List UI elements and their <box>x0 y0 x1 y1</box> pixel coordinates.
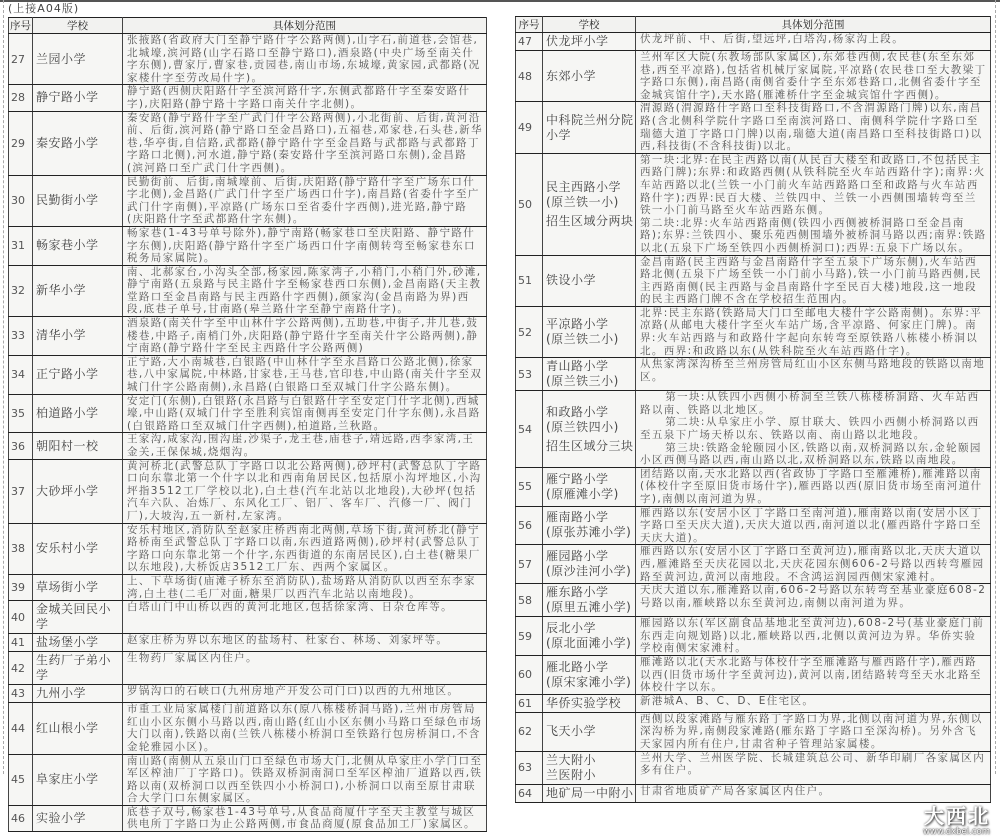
range-text: 静宁路(西侧庆阳路什字至滨河路什字,东侧武都路什字至秦安路什字),庆阳路(静宁路十字路口南关什字北侧)。 <box>127 85 471 110</box>
row-number: 40 <box>9 601 33 634</box>
row-number: 64 <box>516 784 543 802</box>
range-cell <box>636 751 991 784</box>
header-school: 学校 <box>543 17 636 33</box>
school-cell <box>33 394 123 433</box>
range-cell <box>123 433 487 459</box>
range-text: 北界:民主东路(铁路局大门口至邮电大楼什字公路南侧)。东界:平凉路(从邮电大楼什字至火车站广场,含平凉路、何家庄门牌)。南界:火车站西路与和政路什字起向东转弯至原铁路八栋楼小桥洞以北。西界:和政路以东(从铁科院至火车站西路什字)。 <box>640 306 983 357</box>
row-number: 60 <box>516 655 543 694</box>
range-cell <box>123 805 487 831</box>
table-row <box>516 617 991 656</box>
range-text: 罗锅沟口的石峡口(九州房地产开发公司门口)以西的九州地区。 <box>127 685 460 698</box>
range-cell <box>123 703 487 754</box>
school-cell <box>543 751 636 784</box>
row-number: 48 <box>516 51 543 102</box>
table-row <box>9 601 487 634</box>
header-range: 具体划分范围 <box>123 18 487 34</box>
school-cell <box>33 355 123 394</box>
school-cell <box>33 317 123 356</box>
range-text: 新港城A、B、C、D、E住宅区。 <box>640 694 815 707</box>
row-number: 29 <box>9 111 33 175</box>
school-name: 生药厂子弟小学 <box>36 653 112 683</box>
school-cell <box>33 85 123 111</box>
row-number: 41 <box>9 634 33 652</box>
row-number: 56 <box>516 506 543 545</box>
table-row <box>9 355 487 394</box>
range-cell <box>636 712 991 751</box>
row-number: 42 <box>9 652 33 685</box>
school-cell <box>33 226 123 265</box>
range-cell <box>636 33 991 51</box>
school-name: 大砂坪小学 <box>36 483 99 498</box>
row-number: 31 <box>9 226 33 265</box>
range-cell <box>123 355 487 394</box>
school-cell <box>543 153 636 255</box>
school-name: 铁设小学 <box>546 273 597 288</box>
range-text: 酒泉路(南关什字至中山林什字公路两侧),五助巷,中街子,井儿巷,鼓楼巷,中路子,南梢门外,庆阳路(静宁路什字至南关什字公路两侧),静宁南路(静宁路什字至民主西路什字公路两侧) <box>127 317 479 355</box>
school-name: 飞天小学 <box>546 724 597 739</box>
right-cut-line <box>995 0 996 774</box>
school-name: 草场街小学 <box>36 580 99 595</box>
left-column <box>8 17 486 832</box>
school-note: (原宋家滩小学) <box>546 674 632 689</box>
range-text: 南山路(南侧从五泉山门口至绿色市场大门,北侧从阜家庄小学门口至军区榨油厂丁字路口)。铁路双桥洞南洞口至军区榨油厂道路以西,铁路以南(双桥洞口以西至铁四小小桥洞口),小桥洞口以南至原甘肃联合大学门口东侧家属区。 <box>127 754 483 805</box>
range-text: 伏龙坪前、中、后街,望远坪,白塔沟,杨家沟上段。 <box>640 33 905 45</box>
range-cell <box>123 523 487 574</box>
row-number: 59 <box>516 617 543 656</box>
row-number: 35 <box>9 394 33 433</box>
table-row <box>9 523 487 574</box>
school-name: 雁宁路小学 <box>546 471 609 486</box>
range-text: 雁西路以东(安居小区丁字路口至黄河边),雁南路以北,天庆大道以西,雁滩路至天庆花园以北,天庆花园东侧606-2号路以西转弯雁园路至黄河边,黄河以南地段。不含鸿运润园西侧宋家滩村。 <box>640 545 985 583</box>
school-name: 新华小学 <box>36 283 87 298</box>
school-cell <box>33 459 123 523</box>
header-num: 序号 <box>10 19 31 32</box>
range-text: 第一块:从铁四小西侧小桥洞至兰铁八栋楼桥洞路、火车站西路以南、铁路以北地区。 <box>640 391 980 416</box>
range-text: 第二块:从阜家庄小学、原甘联大、铁四小西侧小桥洞路以西至五泉下广场天桥以东、铁路以南、南山路以北地段。 <box>640 416 980 442</box>
left-cut-line <box>3 0 4 774</box>
table-row <box>516 358 991 391</box>
range-cell <box>123 34 487 85</box>
range-cell <box>636 358 991 391</box>
table-row <box>516 751 991 784</box>
school-name: 畅家巷小学 <box>36 238 99 253</box>
school-cell <box>543 694 636 712</box>
school-note: (原兰铁四小) <box>546 419 619 434</box>
school-cell <box>543 467 636 506</box>
table-row <box>9 459 487 523</box>
school-name: 雁北路小学 <box>546 659 609 674</box>
school-name: 实验小学 <box>36 810 87 825</box>
school-name: 平凉路小学 <box>546 317 609 332</box>
table-row <box>9 175 487 226</box>
range-text: 西侧以段家滩路与雁东路丁字路口为界,北侧以南河道为界,东侧以深沟桥为界,南侧段家滩路(雁东路丁字路口至深沟桥)。另外含飞天家园内所有住户,甘肃省种子管理站家属楼。 <box>640 712 983 750</box>
range-text: 渭源路(渭源路什字路口至科技街路口,不含渭源路门牌)以东,南昌路(含北侧科学院什字路口至南滨河路口、南侧科学院什字路口至瑞德大道丁字路口门牌)以南,瑞德大道(南昌路口至科技街路口)以西,科技街(不含科技街)以北。 <box>640 102 983 153</box>
range-text: 底巷子双号,畅家巷1-43号单号,从食品商厦什字至天主教堂与城区供电所丁字路口为止公路两侧,市食品商厦(原食品加工厂)家属区。 <box>127 805 476 831</box>
table-row <box>516 584 991 617</box>
table-row <box>9 574 487 600</box>
school-cell <box>33 433 123 459</box>
range-text: 金昌南路(民主西路与金昌南路什字至五泉下广场东侧),火车站西路北侧(五泉下广场至铁一小门前小马路),铁一小门前马路西侧,民主西路南侧(民主西路与金昌南路什字至民百大楼)地段,这一地段的民主西路门牌不含在学校招生范围内。 <box>640 255 982 306</box>
school-name: 兰大附小 <box>546 752 597 767</box>
table-row <box>516 153 991 255</box>
school-cell <box>33 652 123 685</box>
school-name: 民勤街小学 <box>36 193 99 208</box>
row-number: 33 <box>9 317 33 356</box>
range-text: 秦安路(静宁路什字至广武门什字公路两侧),小北街前、后街,黄河沿前、后街,滨河路(静宁路口至金昌路口),五福巷,邓家巷,石头巷,新华巷,华亭街,自信路,武都路(静宁路什字至金昌路与武都路与武都路丁字路口北侧),河水道,静宁路(秦安路什字至滨河路口东侧),金昌路(滨河路口至广武门什字西侧)。 <box>127 111 483 174</box>
school-cell <box>543 617 636 656</box>
range-cell <box>636 391 991 468</box>
table-row <box>516 391 991 468</box>
range-text: 白塔山门中山桥以西的黄河北地区,包括徐家湾、日杂仓库等。 <box>127 601 454 614</box>
school-cell <box>543 51 636 102</box>
range-cell <box>636 617 991 656</box>
range-cell <box>636 655 991 694</box>
table-row <box>516 784 991 802</box>
school-name: 金城关回民小学 <box>36 602 112 632</box>
range-text: 团结路以南,天水北路以西(省政协丁字路口至雁滩桥),雁滩路以南(体校什字至原旧货市场什字),雁西路以西(原旧货市场至南河道什字),南侧以南河道为界。 <box>640 467 983 505</box>
range-cell <box>636 467 991 506</box>
table-row <box>516 506 991 545</box>
row-number: 38 <box>9 523 33 574</box>
school-cell <box>543 545 636 584</box>
range-cell <box>123 317 487 356</box>
school-name: 和政路小学 <box>546 404 609 419</box>
school-cell <box>543 584 636 617</box>
watermark-logo-text: 大西北 <box>924 803 990 828</box>
header-school: 学校 <box>33 18 123 34</box>
school-name: 中科院兰州分院小学 <box>546 112 634 142</box>
table-row <box>9 703 487 754</box>
school-note: 兰医附小 <box>546 767 597 782</box>
range-text: 王家沟,咸家沟,围沟崖,沙渠子,龙王巷,庙巷子,靖远路,西李家湾,王金关,王保保城,烧烟沟。 <box>127 433 475 458</box>
range-text: 赵家庄桥为界以东地区的盐场村、杜家台、林场、刘家坪等。 <box>127 634 449 647</box>
school-cell <box>33 754 123 805</box>
school-name: 红山根小学 <box>36 720 99 735</box>
school-cell <box>543 784 636 802</box>
school-cell <box>33 703 123 754</box>
right-column <box>515 16 990 837</box>
school-note: (原雁滩小学) <box>546 486 619 501</box>
range-text: 张掖路(省政府大门至静宁路什字公路两侧),山字石,前道巷,会馆巷,北城壕,滨河路(山字石路口至静宁路口),酒泉路(中央广场至南关什字东侧),曹家厅,曹家巷,贡园巷,南山市场,东城壕,黄家园,武都路(况家楼什字至劳改局什字)。 <box>127 34 481 84</box>
range-cell <box>636 51 991 102</box>
range-text: 安乐村地区,消防队至赵家庄桥西南北两侧,草场下街,黄河桥北(静宁路桥南至武警总队丁字路口以南,东西道路两侧),砂坪村(武警总队丁字路口向东靠北第一个什字,东西街道的东南居民区),白土巷(糖果厂以东地段),大桥饭店3512工厂东、西两个家属区。 <box>127 523 481 574</box>
range-cell <box>636 255 991 306</box>
school-name: 雁东路小学 <box>546 585 609 600</box>
range-text: 第二块:北界:火车站西路南侧(铁四小西侧被桥洞路口至金昌南路);东界:兰铁四小、聚乐苑西侧围墙外被桥洞马路以西;南界:铁路以北(五泉下广场至铁四小西侧桥洞口);西界:五泉下广场以东。 <box>640 216 987 254</box>
range-text: 从焦家湾深沟桥至兰州房管局红山小区东侧马路地段的铁路以南地区。 <box>640 358 986 383</box>
school-cell <box>33 111 123 175</box>
header-row <box>9 18 487 34</box>
range-text: 生物药厂家属区内住户。 <box>127 652 258 665</box>
range-cell <box>123 601 487 634</box>
table-row <box>516 655 991 694</box>
range-cell <box>123 175 487 226</box>
row-number: 30 <box>9 175 33 226</box>
school-name: 青山路小学 <box>546 359 609 374</box>
school-name: 秦安路小学 <box>36 135 99 150</box>
table-row <box>9 634 487 652</box>
range-cell <box>636 545 991 584</box>
range-text: 正宁路,大小南城巷,白银路(中山林什字至永昌路口公路北侧),徐家巷,八中家属院,中林路,甘家巷,王马巷,官印巷,中山路(南关什字至双城门什字公路南侧),永昌路(白银路口至双城门什字公路东侧)。 <box>127 355 483 394</box>
district-table-right <box>515 16 991 803</box>
table-row <box>9 226 487 265</box>
table-row <box>516 694 991 712</box>
school-cell <box>543 655 636 694</box>
range-cell <box>123 685 487 703</box>
table-row <box>9 34 487 85</box>
header-range: 具体划分范围 <box>636 17 991 33</box>
school-name: 阜家庄小学 <box>36 772 99 787</box>
school-cell <box>33 685 123 703</box>
row-number: 58 <box>516 584 543 617</box>
school-name: 雁园路小学 <box>546 549 609 564</box>
row-number: 53 <box>516 358 543 391</box>
school-cell <box>543 255 636 306</box>
row-number: 43 <box>9 685 33 703</box>
row-number: 44 <box>9 703 33 754</box>
range-text: 天庆大道以东,雁滩路以南,606-2号路以东转弯至基业豪庭608-2号路以南,雁峡路以东至黄河边,南侧以南河道为界。 <box>640 584 987 609</box>
row-number: 28 <box>9 85 33 111</box>
range-cell <box>123 574 487 600</box>
range-text: 上、下草场街(庙滩子桥东至消防队),盐场路从消防队以西至东李家湾,白土巷(二毛厂对面,糖果厂以西汽车北站以南地段)。 <box>127 574 476 600</box>
table-row <box>9 265 487 316</box>
range-cell <box>123 652 487 685</box>
school-note: (原沙洼河小学) <box>546 564 632 579</box>
row-number: 50 <box>516 153 543 255</box>
table-row <box>516 467 991 506</box>
table-row <box>9 394 487 433</box>
table-row <box>9 317 487 356</box>
school-cell <box>543 391 636 468</box>
school-cell <box>543 102 636 153</box>
table-row <box>9 805 487 831</box>
row-number: 54 <box>516 391 543 468</box>
row-number: 55 <box>516 467 543 506</box>
school-name: 华侨实验学校 <box>546 695 622 710</box>
school-name: 柏道路小学 <box>36 406 99 421</box>
table-row <box>9 754 487 805</box>
row-number: 49 <box>516 102 543 153</box>
range-text: 雁园路以东(军区副食品基地北至黄河边),608-2号(基业豪庭门前东西走向规划路)以北,雁峡路以西,北侧以黄河边为界。华侨实验学校南侧宋家滩村。 <box>640 617 985 655</box>
table-row <box>9 685 487 703</box>
range-text: 南、北郝家台,小沟头全部,杨家园,陈家湾子,小稍门,小稍门外,砂滩,静宁南路(五泉路与民主路什字至畅家巷西口东侧),金昌南路(天主教堂路口至金昌南路与民主西路什字西侧),颜家沟(金昌南路为界)西段,底巷子单号,甘南路(皋兰路什字至静宁南路什字)。 <box>127 265 482 316</box>
school-note: (原北面滩小学) <box>546 636 632 651</box>
table-row <box>516 306 991 357</box>
range-cell <box>636 306 991 357</box>
school-name: 地矿局一中附小 <box>546 785 634 800</box>
range-text: 市重工业局家属楼门前道路以东(原八栋楼桥洞马路),兰州市房管局红山小区东侧小马路以西,南山路(红山小区东侧小马路口至绿色市场大门以南),铁路以南(兰铁八栋楼小桥洞口至铁路行包房桥洞口,不含金轮雅园小区)。 <box>127 703 483 753</box>
row-number: 46 <box>9 805 33 831</box>
school-cell <box>33 175 123 226</box>
range-cell <box>123 459 487 523</box>
school-cell <box>543 712 636 751</box>
row-number: 51 <box>516 255 543 306</box>
table-row <box>516 545 991 584</box>
school-note: 招生区域分三块 <box>546 438 634 453</box>
table-row <box>516 102 991 153</box>
row-number: 34 <box>9 355 33 394</box>
table-row <box>9 433 487 459</box>
row-number: 36 <box>9 433 33 459</box>
row-number: 62 <box>516 712 543 751</box>
row-number: 32 <box>9 265 33 316</box>
school-note: (原兰铁三小) <box>546 374 619 389</box>
school-cell <box>33 601 123 634</box>
school-cell <box>543 306 636 357</box>
district-table-left <box>8 17 487 832</box>
range-text: 畅家巷(1-43号单号除外),静宁南路(畅家巷口至庆阳路、静宁路什字东侧),庆阳路(静宁路什字至广场西口什字南侧转弯至畅家巷东口税务局家属院)。 <box>127 226 476 265</box>
range-cell <box>123 111 487 175</box>
table-row <box>516 255 991 306</box>
range-text: 兰州大学、兰州医学院、长城建筑总公司、新华印刷厂各家属区内多有住户。 <box>640 751 986 777</box>
range-cell <box>636 153 991 255</box>
school-name: 兰园小学 <box>36 51 87 66</box>
range-text: 甘肃省地质矿产局各家属区内住户。 <box>640 784 831 797</box>
range-cell <box>123 265 487 316</box>
row-number: 45 <box>9 754 33 805</box>
watermark-logo <box>890 805 990 837</box>
school-cell <box>33 523 123 574</box>
range-cell <box>123 85 487 111</box>
school-name: 安乐村小学 <box>36 541 99 556</box>
school-name: 东郊小学 <box>546 68 597 83</box>
range-text: 安定门(东侧),白银路(永昌路与白银路什字至安定门什字北侧),西城壕,中山路(双城门什字至胜利宾馆南侧再至安定门什字东侧),永昌路(白银路路口至双城门什字西侧),柏道路,兰秋路。 <box>127 394 481 432</box>
school-name: 九州小学 <box>36 686 87 701</box>
range-cell <box>123 634 487 652</box>
school-name: 伏龙坪小学 <box>546 34 609 48</box>
row-number: 37 <box>9 459 33 523</box>
row-number: 47 <box>516 33 543 51</box>
range-text: 兰州军区大院(东教场部队家属区),东郊巷西侧,农民巷(东至东郊巷,西至平凉路),包括省机械厅家属院,平凉路(农民巷口至大教梁丁字路口东侧),南昌路(南侧省委什字至东郊巷路口,北侧省委什字至金城宾馆什字),天水路(雁滩桥什字至金城宾馆什字西侧)。 <box>640 51 987 101</box>
table-row <box>516 712 991 751</box>
range-cell <box>636 784 991 802</box>
top-rule <box>0 0 1000 2</box>
range-cell <box>636 584 991 617</box>
school-note: (原兰铁二小) <box>546 332 619 347</box>
row-number: 52 <box>516 306 543 357</box>
school-cell <box>33 34 123 85</box>
school-name: 盐场堡小学 <box>36 635 99 650</box>
range-cell <box>636 506 991 545</box>
table-row <box>9 85 487 111</box>
school-cell <box>543 358 636 391</box>
school-name: 辰北小学 <box>546 621 597 636</box>
range-cell <box>636 694 991 712</box>
row-number: 61 <box>516 694 543 712</box>
range-text: 第一块:北界:在民主西路以南(从民百大楼至和政路口,不包括民主西路门牌);东界:和政路西侧(从铁科院至火车站西路什字);南界:火车站西路以北(兰铁一小门前火车站西路路口至和政路与火车站西路什字);西界:民百大楼、兰铁四中、兰铁一小西侧围墙转弯至兰铁一小门前马路至火车站西路东侧。 <box>640 153 986 217</box>
school-note: 招生区域分两块 <box>546 213 634 228</box>
range-text: 民勤街前、后街,南城壕前、后街,庆阳路(静宁路什字至广场东口什字北侧),金昌路(广武门什字至广场西口什字),南昌路(省委什字至广武门什字南侧),平凉路(广场东口至省委什字西侧),进光路,静宁路(庆阳路什字至武都路什字东侧)。 <box>127 175 480 226</box>
range-cell <box>123 226 487 265</box>
school-cell <box>33 574 123 600</box>
school-note: (原兰铁一小) <box>546 194 619 209</box>
table-row <box>516 51 991 102</box>
table-row <box>9 652 487 685</box>
continued-label: (上接A04版) <box>8 2 80 15</box>
school-note: (原张苏滩小学) <box>546 525 632 540</box>
range-text: 雁西路以东(安居小区丁字路口至南河道),雁南路以南(安居小区丁字路口至天庆大道),天庆大道以西,南河道以北(雁西路什字路口至天庆大道)。 <box>640 506 983 544</box>
range-cell <box>123 394 487 433</box>
range-text: 第三块:铁路金轮颐园小区,铁路以南,双桥洞路以东,金轮颐园小区西侧马路以西,南山路以北,双桥洞路以东,铁路以南地段。 <box>640 441 982 467</box>
school-name: 朝阳村一校 <box>36 438 99 453</box>
school-cell <box>543 506 636 545</box>
watermark-url: www.dxbei.com <box>922 826 990 837</box>
header-row <box>516 17 991 33</box>
school-cell <box>543 33 636 51</box>
school-name: 正宁路小学 <box>36 367 99 382</box>
school-cell <box>33 265 123 316</box>
row-number: 63 <box>516 751 543 784</box>
table-row <box>9 111 487 175</box>
row-number: 57 <box>516 545 543 584</box>
school-name: 民主西路小学 <box>546 179 622 194</box>
table-row <box>516 33 991 51</box>
school-note: (原里五滩小学) <box>546 600 632 615</box>
header-num: 序号 <box>516 17 543 33</box>
range-cell <box>123 754 487 805</box>
range-text: 雁滩路以北(天水北路与体校什字至雁滩路与雁西路什字),雁西路以西(旧货市场什字至黄河边),黄河以南,团结路转弯至天水北路至体校什字以东。 <box>640 655 982 694</box>
school-name: 清华小学 <box>36 328 87 343</box>
range-cell <box>636 102 991 153</box>
school-cell <box>33 634 123 652</box>
row-number: 27 <box>9 34 33 85</box>
school-name: 静宁路小学 <box>36 90 99 105</box>
row-number: 39 <box>9 574 33 600</box>
school-name: 雁南路小学 <box>546 510 609 525</box>
school-cell <box>33 805 123 831</box>
range-text: 黄河桥北(武警总队丁字路口以北公路两侧),砂坪村(武警总队丁字路口向东靠北第一个什字以北和西南角居民区,包括原小沟坪地区,小沟坪指3512工厂学校以北),白土巷(汽车北站以北地段),大砂坪(包括汽车六队、冶炼厂、东风化工厂、铝厂、客车厂、汽修一厂、阀门厂),大坡沟,五一新村,左家湾。 <box>127 459 482 522</box>
